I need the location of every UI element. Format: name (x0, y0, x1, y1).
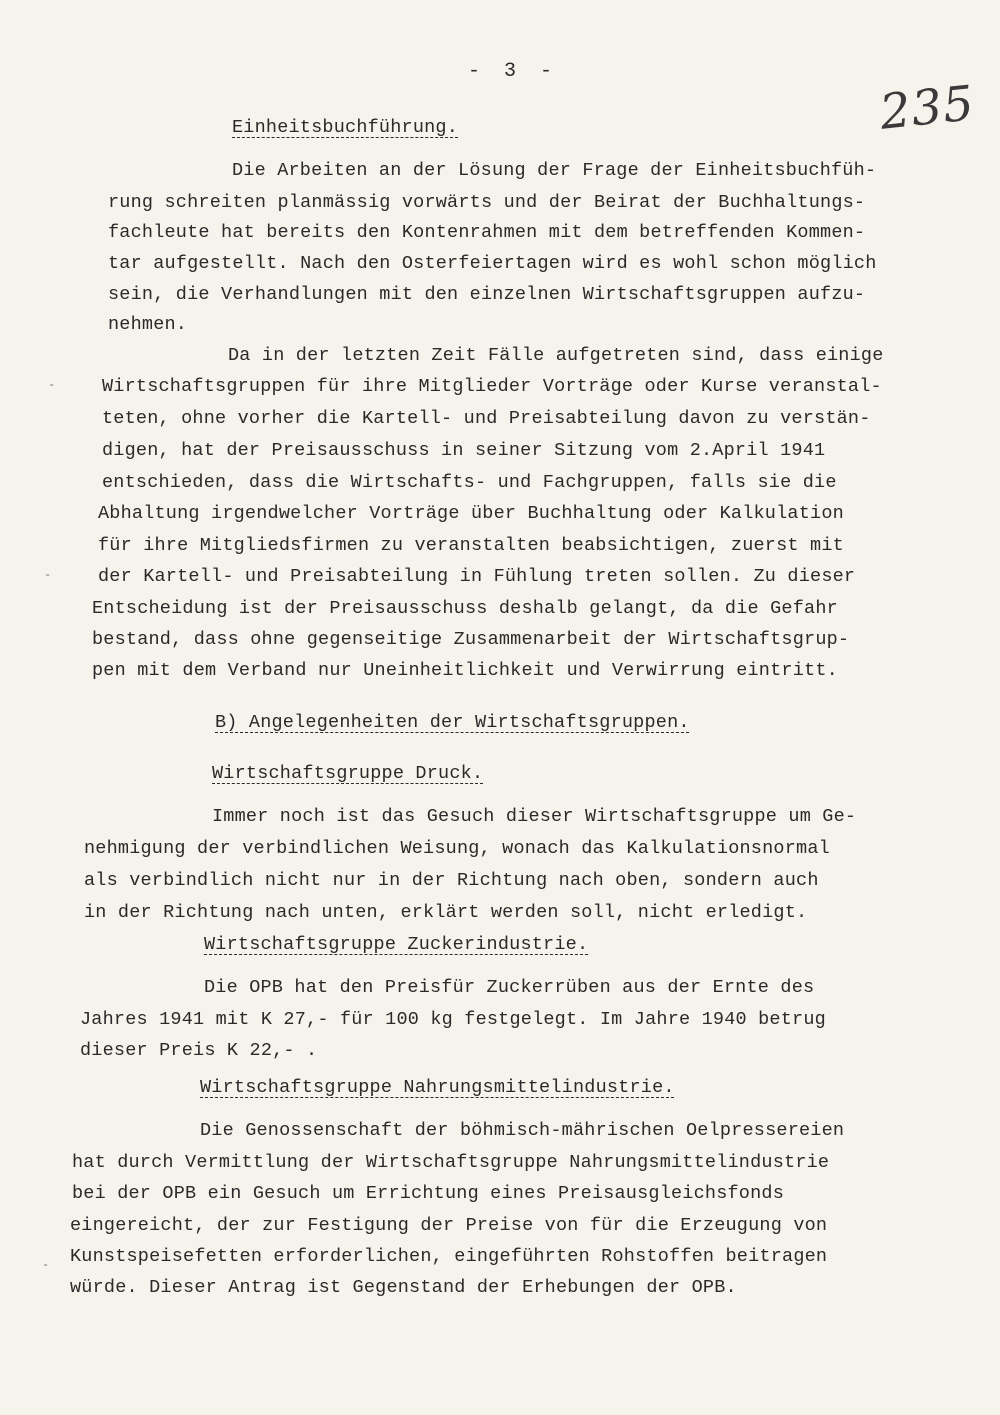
text-line: würde. Dieser Antrag ist Gegenstand der Erhebungen der OPB. (70, 1277, 737, 1298)
text-line: fachleute hat bereits den Kontenrahmen mit dem betreffenden Kommen- (108, 222, 866, 243)
margin-mark: - (48, 378, 56, 392)
text-line: digen, hat der Preisausschuss in seiner Sitzung vom 2.April 1941 (102, 440, 826, 461)
text-line: rung schreiten planmässig vorwärts und der Beirat der Buchhaltungs- (108, 192, 866, 213)
text-line: sein, die Verhandlungen mit den einzelnen Wirtschaftsgruppen aufzu- (108, 284, 866, 305)
text-line: hat durch Vermittlung der Wirtschaftsgruppe Nahrungsmittelindustrie (72, 1152, 830, 1173)
text-line: Die Arbeiten an der Lösung der Frage der Einheitsbuchfüh- (232, 160, 877, 181)
section-heading: Wirtschaftsgruppe Nahrungsmittelindustrie. (200, 1077, 675, 1098)
section-heading: Wirtschaftsgruppe Zuckerindustrie. (204, 934, 589, 955)
text-line: als verbindlich nicht nur in der Richtung nach oben, sondern auch (84, 870, 819, 891)
text-line: für ihre Mitgliedsfirmen zu veranstalten beabsichtigen, zuerst mit (98, 535, 844, 556)
margin-mark: - (44, 568, 52, 582)
text-line: nehmigung der verbindlichen Weisung, wonach das Kalkulationsnormal (84, 838, 830, 859)
text-line: Immer noch ist das Gesuch dieser Wirtschaftsgruppe um Ge- (212, 806, 857, 827)
text-line: bestand, dass ohne gegenseitige Zusammenarbeit der Wirtschaftsgrup- (92, 629, 850, 650)
text-line: Wirtschaftsgruppen für ihre Mitglieder Vorträge oder Kurse veranstal- (102, 376, 882, 397)
text-line: tar aufgestellt. Nach den Osterfeiertagen wird es wohl schon möglich (108, 253, 877, 274)
text-line: Die Genossenschaft der böhmisch-mährischen Oelpressereien (200, 1120, 845, 1141)
section-heading: Wirtschaftsgruppe Druck. (212, 763, 484, 784)
page-number: - 3 - (468, 60, 559, 83)
text-line: Da in der letzten Zeit Fälle aufgetreten sind, dass einige (228, 345, 884, 366)
text-line: Abhaltung irgendwelcher Vorträge über Buchhaltung oder Kalkulation (98, 503, 844, 524)
text-line: in der Richtung nach unten, erklärt werden soll, nicht erledigt. (84, 902, 808, 923)
section-heading: B) Angelegenheiten der Wirtschaftsgruppen. (215, 712, 690, 733)
text-line: eingereicht, der zur Festigung der Preise von für die Erzeugung von (70, 1215, 828, 1236)
text-line: Die OPB hat den Preisfür Zuckerrüben aus der Ernte des (204, 977, 815, 998)
text-line: Entscheidung ist der Preisausschuss deshalb gelangt, da die Gefahr (92, 598, 838, 619)
text-line: pen mit dem Verband nur Uneinheitlichkeit und Verwirrung eintritt. (92, 660, 838, 681)
text-line: teten, ohne vorher die Kartell- und Preisabteilung davon zu verstän- (102, 408, 871, 429)
text-line: entschieden, dass die Wirtschafts- und Fachgruppen, falls sie die (102, 472, 837, 493)
text-line: nehmen. (108, 314, 188, 335)
text-line: dieser Preis K 22,- . (80, 1040, 318, 1061)
text-line: Kunstspeisefetten erforderlichen, eingeführten Rohstoffen beitragen (70, 1246, 828, 1267)
text-line: der Kartell- und Preisabteilung in Fühlung treten sollen. Zu dieser (98, 566, 856, 587)
handwritten-folio-number: 235 (877, 75, 978, 141)
text-line: Jahres 1941 mit K 27,- für 100 kg festgelegt. Im Jahre 1940 betrug (80, 1009, 826, 1030)
margin-mark: - (42, 1258, 50, 1272)
section-heading: Einheitsbuchführung. (232, 117, 459, 138)
text-line: bei der OPB ein Gesuch um Errichtung eines Preisausgleichsfonds (72, 1183, 785, 1204)
